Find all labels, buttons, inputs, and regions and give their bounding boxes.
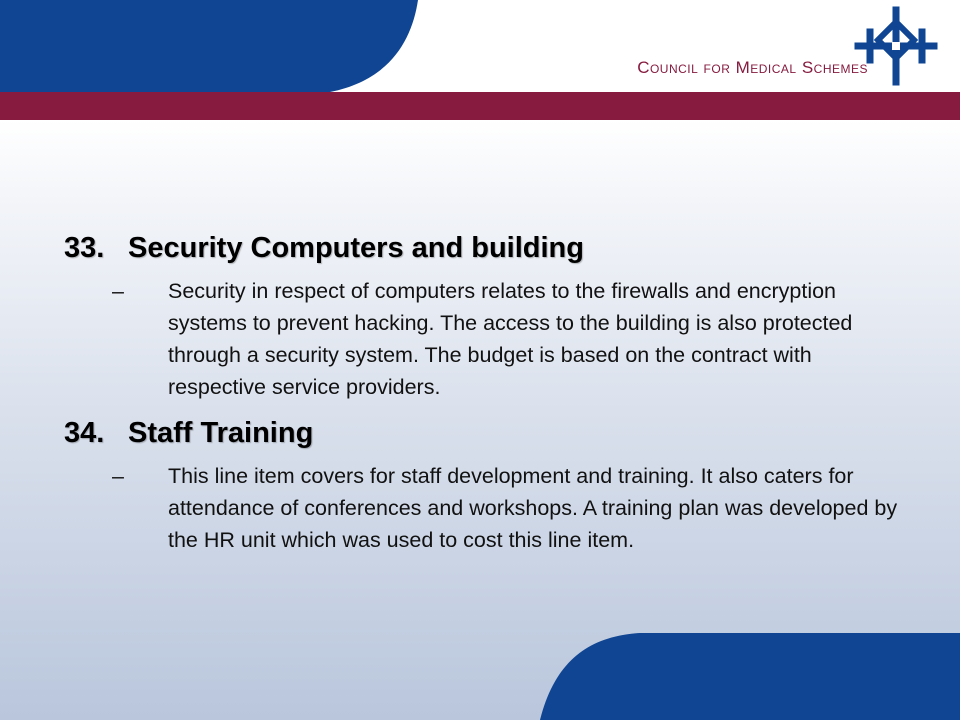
section-33 — [64, 232, 904, 403]
bullet-dash: – — [112, 464, 124, 488]
item-text: Security in respect of computers relates to the firewalls and encryption systems to prevent hacking. The access to the building is also protected through a security system. The budget is based on the contract with respective service providers. — [168, 279, 853, 399]
slide-content — [64, 232, 904, 556]
section-number: 33. — [64, 232, 105, 264]
bullet-dash: – — [112, 279, 124, 303]
maroon-bar — [0, 92, 960, 120]
section-heading — [64, 232, 904, 265]
section-title: Security Computers and building — [128, 232, 584, 264]
section-title: Staff Training — [128, 417, 314, 449]
organization-name: Council for Medical Schemes — [637, 58, 868, 77]
list-item — [64, 275, 904, 403]
section-number: 34. — [64, 417, 105, 449]
section-heading — [64, 417, 904, 450]
section-34 — [64, 417, 904, 556]
list-item — [64, 460, 904, 556]
item-text: This line item covers for staff development and training. It also caters for attendance of conferences and workshops. A training plan was developed by the HR unit which was used to cost this line item. — [168, 464, 898, 552]
blue-corner-shape — [0, 0, 430, 92]
